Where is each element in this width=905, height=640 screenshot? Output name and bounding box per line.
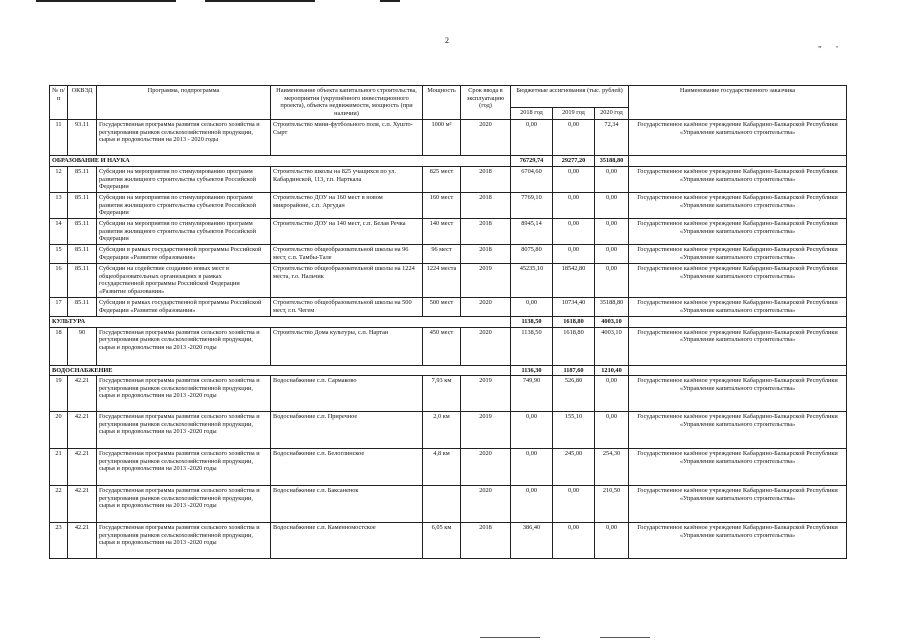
col-header-program: Программа, подпрограмма <box>97 86 271 120</box>
row-2019: 0,00 <box>553 219 595 245</box>
scan-edge-mark <box>380 0 400 2</box>
row-num: 17 <box>50 298 68 317</box>
investment-table <box>49 85 847 559</box>
row-2020: 0,00 <box>595 264 629 298</box>
row-num: 22 <box>50 486 68 523</box>
row-okved: 85.11 <box>68 193 97 219</box>
row-2019: 245,00 <box>553 449 595 486</box>
row-term: 2018 <box>461 167 511 193</box>
row-2019: 0,00 <box>553 167 595 193</box>
row-2019: 0,00 <box>553 523 595 559</box>
row-okved: 42.21 <box>68 412 97 449</box>
row-okved: 85.11 <box>68 167 97 193</box>
row-num: 15 <box>50 245 68 264</box>
row-2018: 0,00 <box>511 486 553 523</box>
section-customer-empty <box>629 365 847 376</box>
row-program: Государственная программа развития сельского хозяйства и регулирования рынков сельскохозяйственной продукции, сырья и продовольствия на 2013 - 2020 годы <box>97 120 271 156</box>
row-object: Строительство Дома культуры, с.п. Нартан <box>271 327 423 365</box>
row-okved: 85.11 <box>68 245 97 264</box>
row-customer: Государственное казённое учреждение Кабардино-Балкарской Республики «Управление капитального строительства» <box>629 327 847 365</box>
col-header-okved: ОКВЭД <box>68 86 97 120</box>
row-customer: Государственное казённое учреждение Кабардино-Балкарской Республики «Управление капитального строительства» <box>629 219 847 245</box>
row-program: Государственная программа развития сельского хозяйства и регулирования рынков сельскохозяйственной продукции, сырья и продовольствия на 2013 -2020 годы <box>97 412 271 449</box>
row-2020: 0,00 <box>595 167 629 193</box>
col-header-customer: Наименование государственного заказчика <box>629 86 847 120</box>
row-customer: Государственное казённое учреждение Кабардино-Балкарской Республики «Управление капитального строительства» <box>629 264 847 298</box>
table-row <box>50 449 847 486</box>
row-2020: 210,50 <box>595 486 629 523</box>
row-object: Строительство мини-футбольного поля, с.п. Хушто-Сырт <box>271 120 423 156</box>
row-2019: 18542,80 <box>553 264 595 298</box>
table-row <box>50 523 847 559</box>
section-2019: 1618,80 <box>553 317 595 328</box>
row-2020: 4003,10 <box>595 327 629 365</box>
row-customer: Государственное казённое учреждение Кабардино-Балкарской Республики «Управление капитального строительства» <box>629 245 847 264</box>
col-header-2019: 2019 год <box>553 108 595 120</box>
row-customer: Государственное казённое учреждение Кабардино-Балкарской Республики «Управление капитального строительства» <box>629 412 847 449</box>
row-term: 2020 <box>461 298 511 317</box>
row-2020: 0,00 <box>595 412 629 449</box>
row-object: Водоснабжение с.п. Приречное <box>271 412 423 449</box>
table-row <box>50 327 847 365</box>
row-okved: 42.21 <box>68 449 97 486</box>
row-capacity: 1000 м² <box>423 120 461 156</box>
col-header-object: Наименование объекта капитального строительства, мероприятия (укрупнённого инвестиционного проекта), объекта недвижимости, мощность (при наличии) <box>271 86 423 120</box>
section-row <box>50 156 847 167</box>
row-2018: 0,00 <box>511 120 553 156</box>
section-2018: 76729,74 <box>511 156 553 167</box>
row-2020: 0,00 <box>595 245 629 264</box>
page-number: 2 <box>445 36 449 45</box>
row-2020: 0,00 <box>595 193 629 219</box>
row-2018: 0,00 <box>511 412 553 449</box>
row-capacity: 140 мест <box>423 219 461 245</box>
row-2019: 1618,80 <box>553 327 595 365</box>
row-2020: 0,00 <box>595 523 629 559</box>
row-okved: 93.11 <box>68 120 97 156</box>
row-okved: 42.21 <box>68 523 97 559</box>
row-program: Государственная программа развития сельского хозяйства и регулирования рынков сельскохозяйственной продукции, сырья и продовольствия на 2013 -2020 годы <box>97 376 271 412</box>
row-term: 2020 <box>461 449 511 486</box>
row-okved: 42.21 <box>68 376 97 412</box>
section-row <box>50 365 847 376</box>
row-2020: 0,00 <box>595 219 629 245</box>
row-2019: 155,10 <box>553 412 595 449</box>
row-2018: 0,00 <box>511 449 553 486</box>
row-object: Водоснабжение с.п. Каменномостское <box>271 523 423 559</box>
row-2018: 7769,10 <box>511 193 553 219</box>
table-row <box>50 219 847 245</box>
row-term: 2018 <box>461 219 511 245</box>
table-row <box>50 412 847 449</box>
row-okved: 85.11 <box>68 264 97 298</box>
row-object: Водоснабжение с.п. Сармаково <box>271 376 423 412</box>
col-header-budget: Бюджетные ассигнования (тыс. рублей) <box>511 86 629 108</box>
scan-edge-mark <box>480 637 540 638</box>
row-capacity <box>423 486 461 523</box>
section-title: ВОДОСНАБЖЕНИЕ <box>50 365 511 376</box>
row-capacity: 500 мест <box>423 298 461 317</box>
row-2018: 749,90 <box>511 376 553 412</box>
row-2020: 35188,80 <box>595 298 629 317</box>
row-num: 12 <box>50 167 68 193</box>
row-capacity: 2,0 км <box>423 412 461 449</box>
section-customer-empty <box>629 317 847 328</box>
row-okved: 90 <box>68 327 97 365</box>
section-2019: 1187,60 <box>553 365 595 376</box>
row-2019: 0,00 <box>553 120 595 156</box>
row-capacity: 1224 места <box>423 264 461 298</box>
row-capacity: 96 мест <box>423 245 461 264</box>
row-num: 18 <box>50 327 68 365</box>
row-program: Государственная программа развития сельского хозяйства и регулирования рынков сельскохозяйственной продукции, сырья и продовольствия на 2013 -2020 годы <box>97 523 271 559</box>
scan-edge-mark <box>205 0 315 2</box>
row-object: Водоснабжение с.п. Белоглинское <box>271 449 423 486</box>
row-num: 20 <box>50 412 68 449</box>
row-num: 16 <box>50 264 68 298</box>
row-program: Субсидии на мероприятия по стимулированию программ развития жилищного строительства субъектов Российской Федерации <box>97 219 271 245</box>
row-term: 2020 <box>461 486 511 523</box>
row-capacity: 825 мест <box>423 167 461 193</box>
row-capacity: 7,93 км <box>423 376 461 412</box>
row-program: Государственная программа развития сельского хозяйства и регулирования рынков сельскохозяйственной продукции, сырья и продовольствия на 2013 -2020 годы <box>97 486 271 523</box>
row-term: 2018 <box>461 523 511 559</box>
row-term: 2020 <box>461 120 511 156</box>
row-2018: 386,40 <box>511 523 553 559</box>
row-2019: 0,00 <box>553 245 595 264</box>
row-num: 21 <box>50 449 68 486</box>
row-okved: 42.21 <box>68 486 97 523</box>
row-2018: 45235,10 <box>511 264 553 298</box>
scan-edge-mark <box>600 637 650 638</box>
row-num: 13 <box>50 193 68 219</box>
row-term: 2018 <box>461 193 511 219</box>
corner-marks: „‚ <box>818 40 853 49</box>
table-row <box>50 264 847 298</box>
row-num: 14 <box>50 219 68 245</box>
section-row <box>50 317 847 328</box>
section-title: КУЛЬТУРА <box>50 317 511 328</box>
row-customer: Государственное казённое учреждение Кабардино-Балкарской Республики «Управление капитального строительства» <box>629 120 847 156</box>
row-2020: 254,30 <box>595 449 629 486</box>
row-capacity: 160 мест <box>423 193 461 219</box>
table-row <box>50 376 847 412</box>
row-term: 2019 <box>461 376 511 412</box>
col-header-2018: 2018 год <box>511 108 553 120</box>
table-row <box>50 193 847 219</box>
section-2020: 1210,40 <box>595 365 629 376</box>
row-term: 2019 <box>461 264 511 298</box>
row-2019: 526,80 <box>553 376 595 412</box>
row-2018: 6704,60 <box>511 167 553 193</box>
row-okved: 85.11 <box>68 298 97 317</box>
row-2020: 0,00 <box>595 376 629 412</box>
col-header-num: № п/п <box>50 86 68 120</box>
row-object: Строительство общеобразовательной школы на 1224 места, г.о. Нальчик <box>271 264 423 298</box>
row-customer: Государственное казённое учреждение Кабардино-Балкарской Республики «Управление капитального строительства» <box>629 486 847 523</box>
col-header-2020: 2020 год <box>595 108 629 120</box>
section-2019: 29277,20 <box>553 156 595 167</box>
row-customer: Государственное казённое учреждение Кабардино-Балкарской Республики «Управление капитального строительства» <box>629 376 847 412</box>
row-num: 11 <box>50 120 68 156</box>
section-2018: 1136,30 <box>511 365 553 376</box>
row-object: Строительство ДОУ на 140 мест, с.п. Белая Речка <box>271 219 423 245</box>
row-2018: 8075,80 <box>511 245 553 264</box>
row-2020: 72,34 <box>595 120 629 156</box>
table-row <box>50 167 847 193</box>
table-row <box>50 486 847 523</box>
row-customer: Государственное казённое учреждение Кабардино-Балкарской Республики «Управление капитального строительства» <box>629 449 847 486</box>
row-program: Субсидии на содействие созданию новых мест в общеобразовательных организациях в рамках государственной программы Российской Федерации «Развитие образования» <box>97 264 271 298</box>
row-term: 2020 <box>461 327 511 365</box>
row-2018: 1138,50 <box>511 327 553 365</box>
row-term: 2018 <box>461 245 511 264</box>
row-num: 19 <box>50 376 68 412</box>
row-customer: Государственное казённое учреждение Кабардино-Балкарской Республики «Управление капитального строительства» <box>629 193 847 219</box>
row-capacity: 6,05 км <box>423 523 461 559</box>
row-object: Строительство общеобразовательной школы на 500 мест, г.п. Чегем <box>271 298 423 317</box>
col-header-term: Срок ввода в эксплуатацию (год) <box>461 86 511 120</box>
row-program: Субсидии в рамках государственной программы Российской Федерации «Развитие образования» <box>97 245 271 264</box>
row-program: Субсидии в рамках государственной программы Российской Федерации «Развитие образования» <box>97 298 271 317</box>
row-program: Государственная программа развития сельского хозяйства и регулирования рынков сельскохозяйственной продукции, сырья и продовольствия на 2013 -2020 годы <box>97 327 271 365</box>
row-2019: 0,00 <box>553 486 595 523</box>
row-customer: Государственное казённое учреждение Кабардино-Балкарской Республики «Управление капитального строительства» <box>629 167 847 193</box>
row-term: 2019 <box>461 412 511 449</box>
row-num: 23 <box>50 523 68 559</box>
row-capacity: 450 мест <box>423 327 461 365</box>
section-customer-empty <box>629 156 847 167</box>
row-2018: 8945,14 <box>511 219 553 245</box>
header-row <box>50 86 847 108</box>
row-object: Строительство школы на 825 учащихся по ул. Кабардинской, 113, г.п. Нарткала <box>271 167 423 193</box>
table-row <box>50 298 847 317</box>
section-2020: 4003,10 <box>595 317 629 328</box>
col-header-capacity: Мощность <box>423 86 461 120</box>
row-program: Государственная программа развития сельского хозяйства и регулирования рынков сельскохозяйственной продукции, сырья и продовольствия на 2013 -2020 годы <box>97 449 271 486</box>
table-row <box>50 120 847 156</box>
row-okved: 85.11 <box>68 219 97 245</box>
row-object: Водоснабжение с.п. Баксаненок <box>271 486 423 523</box>
row-2018: 0,00 <box>511 298 553 317</box>
row-object: Строительство ДОУ на 160 мест в новом микрорайоне, с.п. Аргудан <box>271 193 423 219</box>
row-capacity: 4,8 км <box>423 449 461 486</box>
row-object: Строительство общеобразовательной школы на 96 мест, с.п. Тамбы-Тале <box>271 245 423 264</box>
row-program: Субсидии на мероприятия по стимулированию программ развития жилищного строительства субъектов Российской Федерации <box>97 193 271 219</box>
row-customer: Государственное казённое учреждение Кабардино-Балкарской Республики «Управление капитального строительства» <box>629 523 847 559</box>
section-2018: 1138,50 <box>511 317 553 328</box>
row-2019: 0,00 <box>553 193 595 219</box>
row-customer: Государственное казённое учреждение Кабардино-Балкарской Республики «Управление капитального строительства» <box>629 298 847 317</box>
section-title: ОБРАЗОВАНИЕ И НАУКА <box>50 156 511 167</box>
row-2019: 10734,40 <box>553 298 595 317</box>
scan-edge-mark <box>36 0 176 2</box>
table-row <box>50 245 847 264</box>
row-program: Субсидии на мероприятия по стимулированию программ развития жилищного строительства субъектов Российской Федерации <box>97 167 271 193</box>
section-2020: 35188,80 <box>595 156 629 167</box>
